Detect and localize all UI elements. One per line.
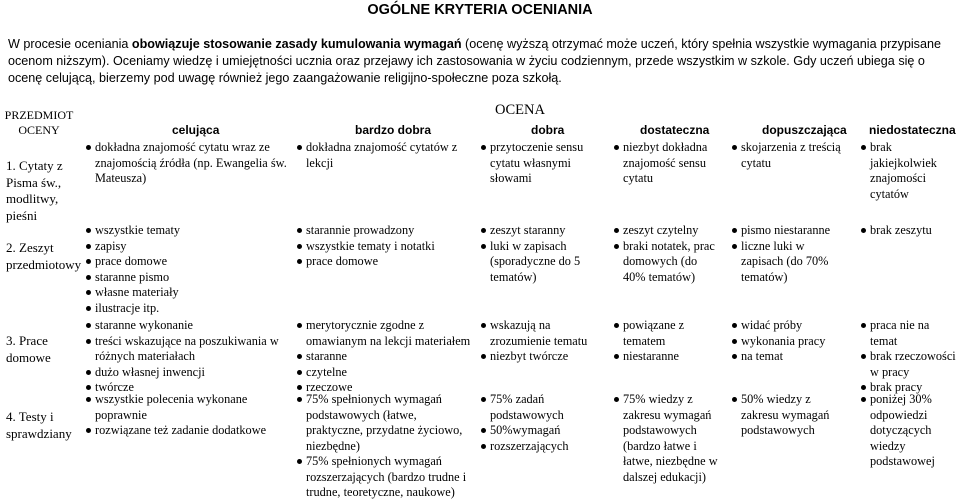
bullet-continuation: jakiejkolwiek (870, 155, 937, 170)
bullet-continuation: podstawowych (623, 423, 697, 437)
bullet-continuation: niezbędne) (306, 438, 360, 453)
bullet-item: wszystkie tematy (86, 223, 291, 239)
bullet-item: 75% wiedzy z (614, 392, 728, 408)
bullet-item: liczne luki w (732, 239, 856, 255)
bullet-continuation: dotyczących (870, 423, 932, 437)
bullet-continuation: znajomością źródła (np. Ewangelia św. (95, 155, 287, 170)
bullet-item: własne materiały (86, 285, 291, 301)
bullet-item: wszystkie tematy i notatki (297, 239, 475, 255)
criteria-cell (614, 392, 728, 485)
grade-header-bardzo-dobra: bardzo dobra (355, 123, 432, 137)
bullet-continuation: łatwe, niezbędne w (623, 454, 718, 468)
bullet-continuation: zapisach (do 70% (741, 254, 829, 268)
criteria-cell (481, 223, 609, 285)
bullet-item: dużo własnej inwencji (86, 365, 291, 381)
bullet-continuation: różnych materiałach (95, 349, 196, 363)
bullet-item: niezbyt dokładna (614, 140, 728, 156)
bullet-item: czytelne (297, 365, 475, 381)
bullet-continuation: podstawowych (łatwe, (306, 407, 417, 422)
criteria-cell (861, 223, 957, 239)
bullet-item: pismo niestaranne (732, 223, 856, 239)
grade-header-dopuszczajaca: dopuszczająca (762, 123, 847, 137)
bullet-item: brak zeszytu (861, 223, 957, 239)
bullet-continuation: cytatu (623, 171, 654, 185)
bullet-continuation: podstawowej (870, 454, 935, 468)
bullet-continuation: (bardzo łatwe i (623, 438, 697, 453)
criteria-cell (614, 140, 728, 187)
criteria-cell (86, 223, 291, 316)
intro-text-2: (ocenę wyższą otrzymać może uczeń, który spełnia wszystkie wymagania przypisane ocenom niższym). Oceniamy wiedzę i umiejętności ucznia oraz przejawy ich zastosowania w życiu codziennym, przede wszystkim w szkole. Gdy uczeń ubiega się o ocenę celującą, bierzemy pod uwagę również jego zaangażowanie religijno-społeczne poza szkołą. (8, 37, 941, 85)
criteria-cell (614, 318, 728, 365)
bullet-continuation: zakresu wymagań (741, 407, 830, 422)
criteria-cell (732, 223, 856, 285)
criteria-cell (86, 318, 291, 396)
criteria-cell (297, 140, 475, 171)
bullet-item: rzeczowe (297, 380, 475, 396)
bullet-continuation: cytatu (741, 155, 772, 170)
criteria-cell (732, 392, 856, 439)
bullet-continuation: cytatu własnymi (490, 155, 571, 170)
bullet-item: widać próby (732, 318, 856, 334)
bullet-item: merytorycznie zgodne z (297, 318, 475, 334)
bullet-continuation: odpowiedzi (870, 407, 928, 422)
criteria-cell (861, 318, 957, 396)
bullet-item: dokładna znajomość cytatów z (297, 140, 475, 156)
criteria-cell (481, 318, 609, 365)
bullet-item: 50% wiedzy z (732, 392, 856, 408)
criteria-cell (732, 318, 856, 365)
bullet-item: brak rzeczowości (861, 349, 957, 365)
criteria-cell (86, 392, 291, 439)
bullet-continuation: trudne, teoretyczne, naukowe) (306, 485, 455, 499)
grade-header-celujaca: celująca (172, 123, 220, 137)
subject-prace-domowe: 3. Prace domowe (6, 333, 51, 365)
subject-header-label: PRZEDMIOT (4, 108, 74, 122)
bullet-continuation: tematem (623, 333, 666, 348)
bullet-continuation: poprawnie (95, 407, 147, 422)
bullet-item: powiązane z (614, 318, 728, 334)
bullet-continuation: w pracy (870, 364, 910, 379)
grade-header-dobra: dobra (531, 123, 565, 137)
bullet-continuation: lekcji (306, 155, 334, 170)
subject-zeszyt: 2. Zeszyt przedmiotowy (6, 240, 82, 272)
bullet-continuation: rozszerzających (bardzo trudne i (306, 469, 467, 484)
criteria-cell (861, 392, 957, 470)
criteria-cell (861, 140, 957, 202)
bullet-continuation: znajomość sensu (623, 155, 706, 170)
bullet-continuation: temat (870, 333, 898, 348)
criteria-cell (481, 140, 609, 187)
bullet-item: skojarzenia z treścią (732, 140, 856, 156)
bullet-item: zeszyt czytelny (614, 223, 728, 239)
bullet-item: twórcze (86, 380, 291, 396)
bullet-item: dokładna znajomość cytatu wraz ze (86, 140, 291, 156)
criteria-cell (297, 223, 475, 270)
bullet-item: 75% zadań (481, 392, 609, 408)
grade-header-dostateczna: dostateczna (640, 123, 710, 137)
bullet-continuation: słowami (490, 171, 532, 185)
bullet-item: zapisy (86, 239, 291, 255)
bullet-item: staranne pismo (86, 270, 291, 286)
bullet-item: zeszyt staranny (481, 223, 609, 239)
grade-header-niedostateczna: niedostateczna (869, 123, 956, 137)
bullet-item: staranne (297, 349, 475, 365)
bullet-item: treści wskazujące na poszukiwania w (86, 334, 291, 350)
criteria-cell (614, 223, 728, 285)
bullet-item: prace domowe (86, 254, 291, 270)
bullet-continuation: 40% tematów) (623, 269, 696, 284)
bullet-continuation: Mateusza) (95, 171, 147, 185)
bullet-continuation: zakresu wymagań (623, 407, 712, 422)
criteria-cell (481, 392, 609, 454)
bullet-item: wskazują na (481, 318, 609, 334)
bullet-continuation: domowych (do (623, 254, 698, 268)
bullet-continuation: znajomości (870, 171, 927, 185)
bullet-continuation: podstawowych (490, 407, 564, 422)
bullet-item: braki notatek, prac (614, 239, 728, 255)
grades-header-label: OCENY (18, 123, 60, 137)
criteria-cell (297, 318, 475, 396)
bullet-continuation: (sporadyczne do 5 (490, 254, 581, 268)
page-title: OGÓLNE KRYTERIA OCENIANIA (367, 2, 593, 18)
bullet-item: 75% spełnionych wymagań (297, 392, 475, 408)
bullet-continuation: zrozumienie tematu (490, 333, 588, 348)
bullet-item: poniżej 30% (861, 392, 957, 408)
bullet-item: wszystkie polecenia wykonane (86, 392, 291, 408)
bullet-item: niestaranne (614, 349, 728, 365)
bullet-item: ilustracje itp. (86, 301, 291, 317)
bullet-continuation: praktyczne, przydatne życiowo, (306, 423, 463, 437)
criteria-cell (86, 140, 291, 187)
bullet-item: rozwiązane też zadanie dodatkowe (86, 423, 291, 439)
bullet-item: staranne wykonanie (86, 318, 291, 334)
criteria-cell (732, 140, 856, 171)
bullet-continuation: cytatów (870, 186, 909, 201)
intro-emphasis: obowiązuje stosowanie zasady kumulowania wymagań (131, 37, 462, 51)
subject-testy: 4. Testy i sprawdziany (6, 409, 72, 441)
criteria-cell (297, 392, 475, 501)
bullet-item: 75% spełnionych wymagań (297, 454, 475, 470)
ocena-header: OCENA (495, 102, 545, 118)
bullet-item: rozszerzających (481, 439, 609, 455)
intro-paragraph (8, 36, 956, 87)
bullet-item: na temat (732, 349, 856, 365)
bullet-continuation: podstawowych (741, 423, 815, 437)
bullet-continuation: dalszej edukacji) (623, 469, 706, 484)
intro-text-1: W procesie oceniania (8, 37, 132, 51)
subject-header (4, 108, 74, 138)
bullet-continuation: tematów) (490, 269, 537, 284)
bullet-item: niezbyt twórcze (481, 349, 609, 365)
bullet-item: wykonania pracy (732, 334, 856, 350)
bullet-item: prace domowe (297, 254, 475, 270)
bullet-item: brak pracy (861, 380, 957, 396)
bullet-continuation: omawianym na lekcji materiałem (306, 333, 471, 348)
bullet-item: 50%wymagań (481, 423, 609, 439)
bullet-item: brak (861, 140, 957, 156)
bullet-continuation: wiedzy (870, 438, 906, 453)
bullet-item: praca nie na (861, 318, 957, 334)
bullet-continuation: tematów) (741, 269, 788, 284)
bullet-item: luki w zapisach (481, 239, 609, 255)
bullet-item: przytoczenie sensu (481, 140, 609, 156)
bullet-item: starannie prowadzony (297, 223, 475, 239)
subject-cytaty: 1. Cytaty z Pisma św., modlitwy, pieśni (6, 158, 63, 223)
